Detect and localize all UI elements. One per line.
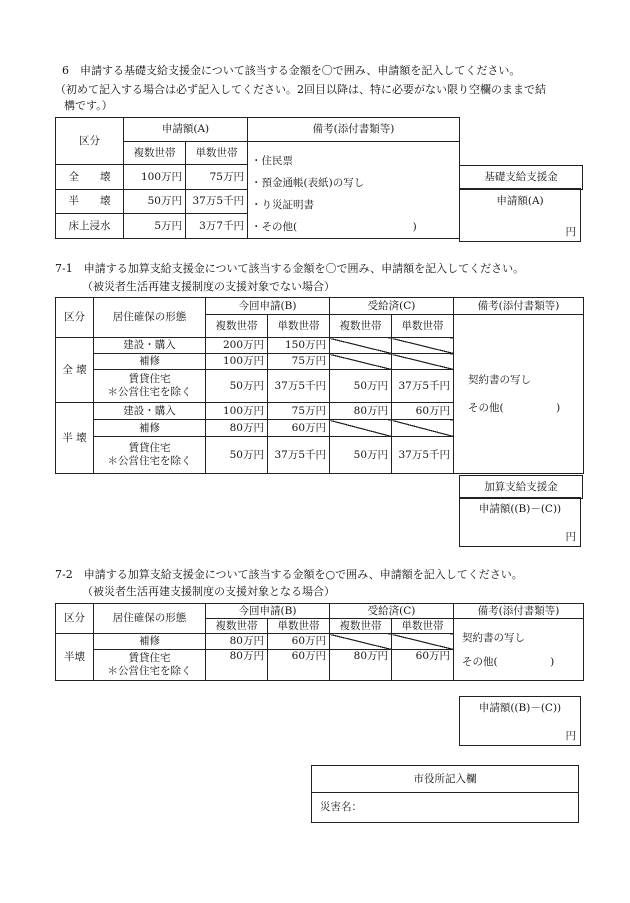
amount-option[interactable]: 75万円	[268, 403, 330, 420]
housing-form	[94, 370, 206, 403]
amount-option[interactable]: 50万円	[206, 437, 268, 474]
amount-option[interactable]: 37万5千円	[268, 437, 330, 474]
group-label-hankai: 半壊	[56, 634, 94, 681]
header-current-b: 今回申請(B)	[206, 604, 330, 619]
header-multi-household: 複数世帯	[206, 315, 268, 338]
header-single-household: 単数世帯	[268, 315, 330, 338]
received-amount[interactable]: 80万円	[330, 650, 392, 681]
received-amount[interactable]: 50万円	[330, 370, 392, 403]
housing-form-label: 賃貸住宅	[128, 442, 171, 454]
biko-list	[248, 142, 460, 239]
header-kubun: 区分	[56, 298, 94, 338]
amount-option[interactable]: 75万円	[268, 354, 330, 370]
not-applicable-cell	[392, 634, 454, 650]
header-biko: 備考(添付書類等)	[248, 118, 460, 142]
section72-subheading: （被災者生活再建支援制度の支援対象となる場合）	[82, 585, 335, 598]
yen-unit: 円	[565, 730, 576, 742]
additional-support-amount-box-1[interactable]	[459, 497, 581, 547]
city-office-title: 市役所記入欄	[312, 766, 578, 793]
biko-item: ・預金通帳(表紙)の写し	[251, 177, 365, 189]
biko-cell	[454, 619, 584, 681]
disaster-name-label: 災害名：	[320, 801, 362, 813]
housing-form-note: ＊公営住宅を除く	[107, 455, 192, 467]
amount-option[interactable]: 80万円	[206, 634, 268, 650]
amount-a-label: 申請額(A)	[496, 195, 544, 207]
housing-form: 建設・購入	[94, 403, 206, 420]
amount-option[interactable]: 100万円	[206, 354, 268, 370]
header-amount-a: 申請額(A)	[124, 118, 248, 142]
additional-support-table-1	[55, 297, 584, 474]
header-biko: 備考(添付書類等)	[454, 298, 584, 315]
additional-support-amount-box-2[interactable]	[459, 696, 581, 746]
section6-heading: 6 申請する基礎支給支援金について該当する金額を〇で囲み、申請額を記入してください。	[62, 64, 521, 77]
housing-form-label: 賃貸住宅	[128, 652, 171, 664]
header-received-c: 受給済(C)	[330, 604, 454, 619]
biko-item: ・その他( )	[251, 221, 417, 233]
received-amount[interactable]: 37万5千円	[392, 370, 454, 403]
biko-item: ・り災証明書	[251, 199, 314, 211]
amount-option[interactable]: 50万円	[124, 189, 186, 214]
amount-option[interactable]: 75万円	[186, 165, 248, 190]
biko-item: ・住民票	[251, 155, 293, 167]
yen-unit: 円	[565, 531, 576, 543]
amount-option[interactable]: 200万円	[206, 338, 268, 354]
header-multi-household: 複数世帯	[330, 315, 392, 338]
amount-option[interactable]: 50万円	[206, 370, 268, 403]
amount-option[interactable]: 60万円	[268, 420, 330, 437]
header-biko: 備考(添付書類等)	[454, 604, 584, 619]
header-multi-household: 複数世帯	[330, 619, 392, 634]
amount-option[interactable]: 5万円	[124, 214, 186, 239]
amount-option[interactable]: 80万円	[206, 420, 268, 437]
received-amount[interactable]: 80万円	[330, 403, 392, 420]
header-kubun: 区分	[56, 118, 124, 165]
row-label-zenkai: 全 壊	[56, 165, 124, 190]
amount-option[interactable]: 37万5千円	[268, 370, 330, 403]
amount-option[interactable]: 60万円	[268, 650, 330, 681]
housing-form: 補修	[94, 420, 206, 437]
received-amount[interactable]: 60万円	[392, 650, 454, 681]
amount-option[interactable]: 3万7千円	[186, 214, 248, 239]
housing-form: 補修	[94, 634, 206, 650]
not-applicable-cell	[392, 338, 454, 354]
amount-bc-label: 申請額((B)－(C))	[478, 702, 562, 714]
basic-support-amount-box[interactable]	[459, 188, 581, 242]
group-label-hankai: 半 壊	[56, 403, 94, 474]
amount-option[interactable]: 80万円	[206, 650, 268, 681]
city-office-box	[311, 765, 579, 823]
housing-form	[94, 437, 206, 474]
header-single-household: 単数世帯	[268, 619, 330, 634]
not-applicable-cell	[330, 634, 392, 650]
header-single-household: 単数世帯	[186, 142, 248, 165]
amount-bc-label: 申請額((B)－(C))	[478, 503, 562, 515]
not-applicable-cell	[330, 420, 392, 437]
not-applicable-cell	[330, 338, 392, 354]
row-label-yukaue: 床上浸水	[56, 214, 124, 239]
biko-contract-copy: 契約書の写し	[468, 374, 532, 386]
housing-form-note: ＊公営住宅を除く	[107, 386, 192, 398]
row-label-hankai: 半 壊	[56, 189, 124, 214]
not-applicable-cell	[330, 354, 392, 370]
section6-note-line2: 構です。）	[64, 99, 113, 112]
section6-note-line1: （初めて記入する場合は必ず記入してください。2回目以降は、特に必要がない限り空欄のままで結	[55, 83, 546, 96]
received-amount[interactable]: 60万円	[392, 403, 454, 420]
header-single-household: 単数世帯	[392, 619, 454, 634]
housing-form	[94, 650, 206, 681]
header-current-b: 今回申請(B)	[206, 298, 330, 315]
not-applicable-cell	[392, 354, 454, 370]
biko-contract-copy: 契約書の写し	[462, 631, 526, 644]
header-housing-form: 居住確保の形態	[94, 298, 206, 338]
amount-option[interactable]: 37万5千円	[186, 189, 248, 214]
amount-option[interactable]: 150万円	[268, 338, 330, 354]
group-label-zenkai: 全 壊	[56, 338, 94, 403]
amount-option[interactable]: 60万円	[268, 634, 330, 650]
amount-option[interactable]: 100万円	[206, 403, 268, 420]
amount-option[interactable]: 100万円	[124, 165, 186, 190]
housing-form-note: ＊公営住宅を除く	[107, 665, 192, 677]
biko-other: その他( )	[462, 655, 555, 668]
basic-support-table	[55, 117, 460, 239]
housing-form: 建設・購入	[94, 338, 206, 354]
received-amount[interactable]: 50万円	[330, 437, 392, 474]
not-applicable-cell	[392, 420, 454, 437]
biko-other: その他( )	[468, 402, 561, 414]
additional-support-box-title: 加算支給支援金	[459, 475, 583, 499]
header-single-household: 単数世帯	[392, 315, 454, 338]
header-multi-household: 複数世帯	[124, 142, 186, 165]
header-kubun: 区分	[56, 604, 94, 634]
disaster-name-field[interactable]	[312, 793, 578, 822]
yen-unit: 円	[565, 226, 576, 238]
basic-support-box-title: 基礎支給支援金	[459, 165, 583, 190]
header-received-c: 受給済(C)	[330, 298, 454, 315]
housing-form-label: 賃貸住宅	[128, 373, 171, 385]
header-housing-form: 居住確保の形態	[94, 604, 206, 634]
section71-heading: 7-1 申請する加算支給支援金について該当する金額を〇で囲み、申請額を記入してください。	[55, 262, 525, 275]
biko-cell	[454, 315, 584, 474]
housing-form: 補修	[94, 354, 206, 370]
section72-heading: 7-2 申請する加算支給支援金について該当する金額を○で囲み、申請額を記入してください。	[55, 568, 523, 581]
section71-subheading: （被災者生活再建支援制度の支援対象でない場合）	[82, 280, 335, 293]
header-multi-household: 複数世帯	[206, 619, 268, 634]
additional-support-table-2	[55, 603, 584, 681]
received-amount[interactable]: 37万5千円	[392, 437, 454, 474]
